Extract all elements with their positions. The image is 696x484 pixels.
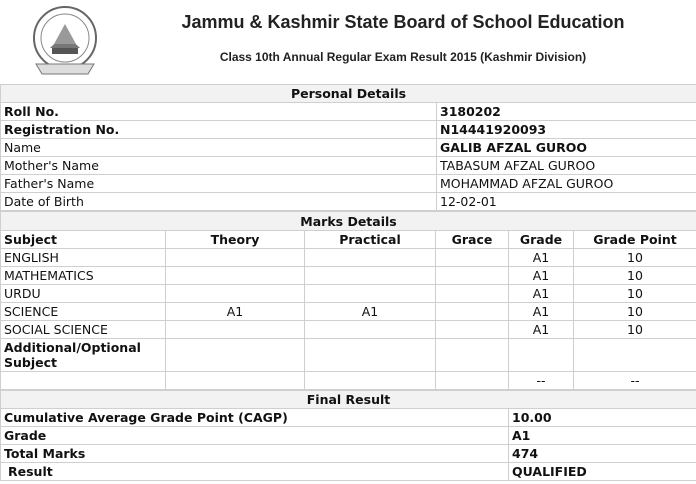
roll-no-value: 3180202: [437, 103, 696, 121]
subject-cell: URDU: [1, 285, 166, 303]
grace-cell: [436, 321, 509, 339]
grade-point-cell: 10: [574, 267, 696, 285]
additional-grade-cell: --: [509, 372, 574, 390]
theory-cell: [166, 267, 305, 285]
practical-cell: [305, 285, 436, 303]
grade-cell: A1: [509, 249, 574, 267]
table-row: [1, 463, 696, 481]
personal-details-table: [0, 84, 696, 211]
practical-cell: A1: [305, 303, 436, 321]
dob-value: 12-02-01: [437, 193, 696, 211]
grade-point-cell: 10: [574, 249, 696, 267]
additional-subject-label: Additional/Optional Subject: [1, 339, 166, 372]
result-label: Result: [1, 463, 509, 481]
grade-cell: A1: [509, 267, 574, 285]
father-name-label: Father's Name: [1, 175, 437, 193]
grace-cell: [436, 285, 509, 303]
exam-subtitle: Class 10th Annual Regular Exam Result 2015 (Kashmir Division): [219, 50, 587, 64]
theory-cell: [166, 285, 305, 303]
grade-cell: A1: [509, 321, 574, 339]
table-row: [1, 267, 696, 285]
table-row: [1, 372, 696, 390]
table-row: [1, 193, 696, 211]
table-row: [1, 409, 696, 427]
grace-cell: [436, 249, 509, 267]
mother-name-value: TABASUM AFZAL GUROO: [437, 157, 696, 175]
name-value: GALIB AFZAL GUROO: [437, 139, 696, 157]
theory-cell: A1: [166, 303, 305, 321]
table-row: [1, 427, 696, 445]
name-label: Name: [1, 139, 437, 157]
col-theory: Theory: [166, 231, 305, 249]
mother-name-label: Mother's Name: [1, 157, 437, 175]
col-subject: Subject: [1, 231, 166, 249]
subject-cell: MATHEMATICS: [1, 267, 166, 285]
marks-header-row: [1, 231, 696, 249]
registration-no-label: Registration No.: [1, 121, 437, 139]
table-row: [1, 445, 696, 463]
subject-cell: SOCIAL SCIENCE: [1, 321, 166, 339]
result-value: QUALIFIED: [509, 463, 696, 481]
marks-details-table: [0, 211, 696, 390]
col-grace: Grace: [436, 231, 509, 249]
practical-cell: [305, 249, 436, 267]
table-row: [1, 175, 696, 193]
final-grade-value: A1: [509, 427, 696, 445]
personal-details-heading: Personal Details: [1, 85, 696, 103]
table-row: [1, 121, 696, 139]
subject-cell: ENGLISH: [1, 249, 166, 267]
cagp-value: 10.00: [509, 409, 696, 427]
table-row: [1, 285, 696, 303]
col-practical: Practical: [305, 231, 436, 249]
registration-no-value: N14441920093: [437, 121, 696, 139]
total-marks-label: Total Marks: [1, 445, 509, 463]
total-marks-value: 474: [509, 445, 696, 463]
board-title: Jammu & Kashmir State Board of School Education: [181, 12, 625, 32]
grade-point-cell: 10: [574, 285, 696, 303]
table-row: [1, 249, 696, 267]
cagp-label: Cumulative Average Grade Point (CAGP): [1, 409, 509, 427]
table-row: [1, 321, 696, 339]
table-row: [1, 103, 696, 121]
final-result-table: [0, 390, 696, 481]
marks-details-heading: Marks Details: [1, 212, 696, 231]
subject-cell: SCIENCE: [1, 303, 166, 321]
additional-grade-point-cell: --: [574, 372, 696, 390]
theory-cell: [166, 321, 305, 339]
practical-cell: [305, 321, 436, 339]
table-row: [1, 139, 696, 157]
dob-label: Date of Birth: [1, 193, 437, 211]
grade-point-cell: 10: [574, 303, 696, 321]
theory-cell: [166, 249, 305, 267]
grade-cell: A1: [509, 285, 574, 303]
father-name-value: MOHAMMAD AFZAL GUROO: [437, 175, 696, 193]
roll-no-label: Roll No.: [1, 103, 437, 121]
page-header: [0, 0, 696, 84]
table-row: [1, 157, 696, 175]
practical-cell: [305, 267, 436, 285]
col-grade-point: Grade Point: [574, 231, 696, 249]
grade-cell: A1: [509, 303, 574, 321]
table-row: [1, 303, 696, 321]
grace-cell: [436, 303, 509, 321]
additional-subject-row: [1, 339, 696, 372]
grace-cell: [436, 267, 509, 285]
grade-point-cell: 10: [574, 321, 696, 339]
final-result-heading: Final Result: [1, 391, 696, 409]
final-grade-label: Grade: [1, 427, 509, 445]
col-grade: Grade: [509, 231, 574, 249]
